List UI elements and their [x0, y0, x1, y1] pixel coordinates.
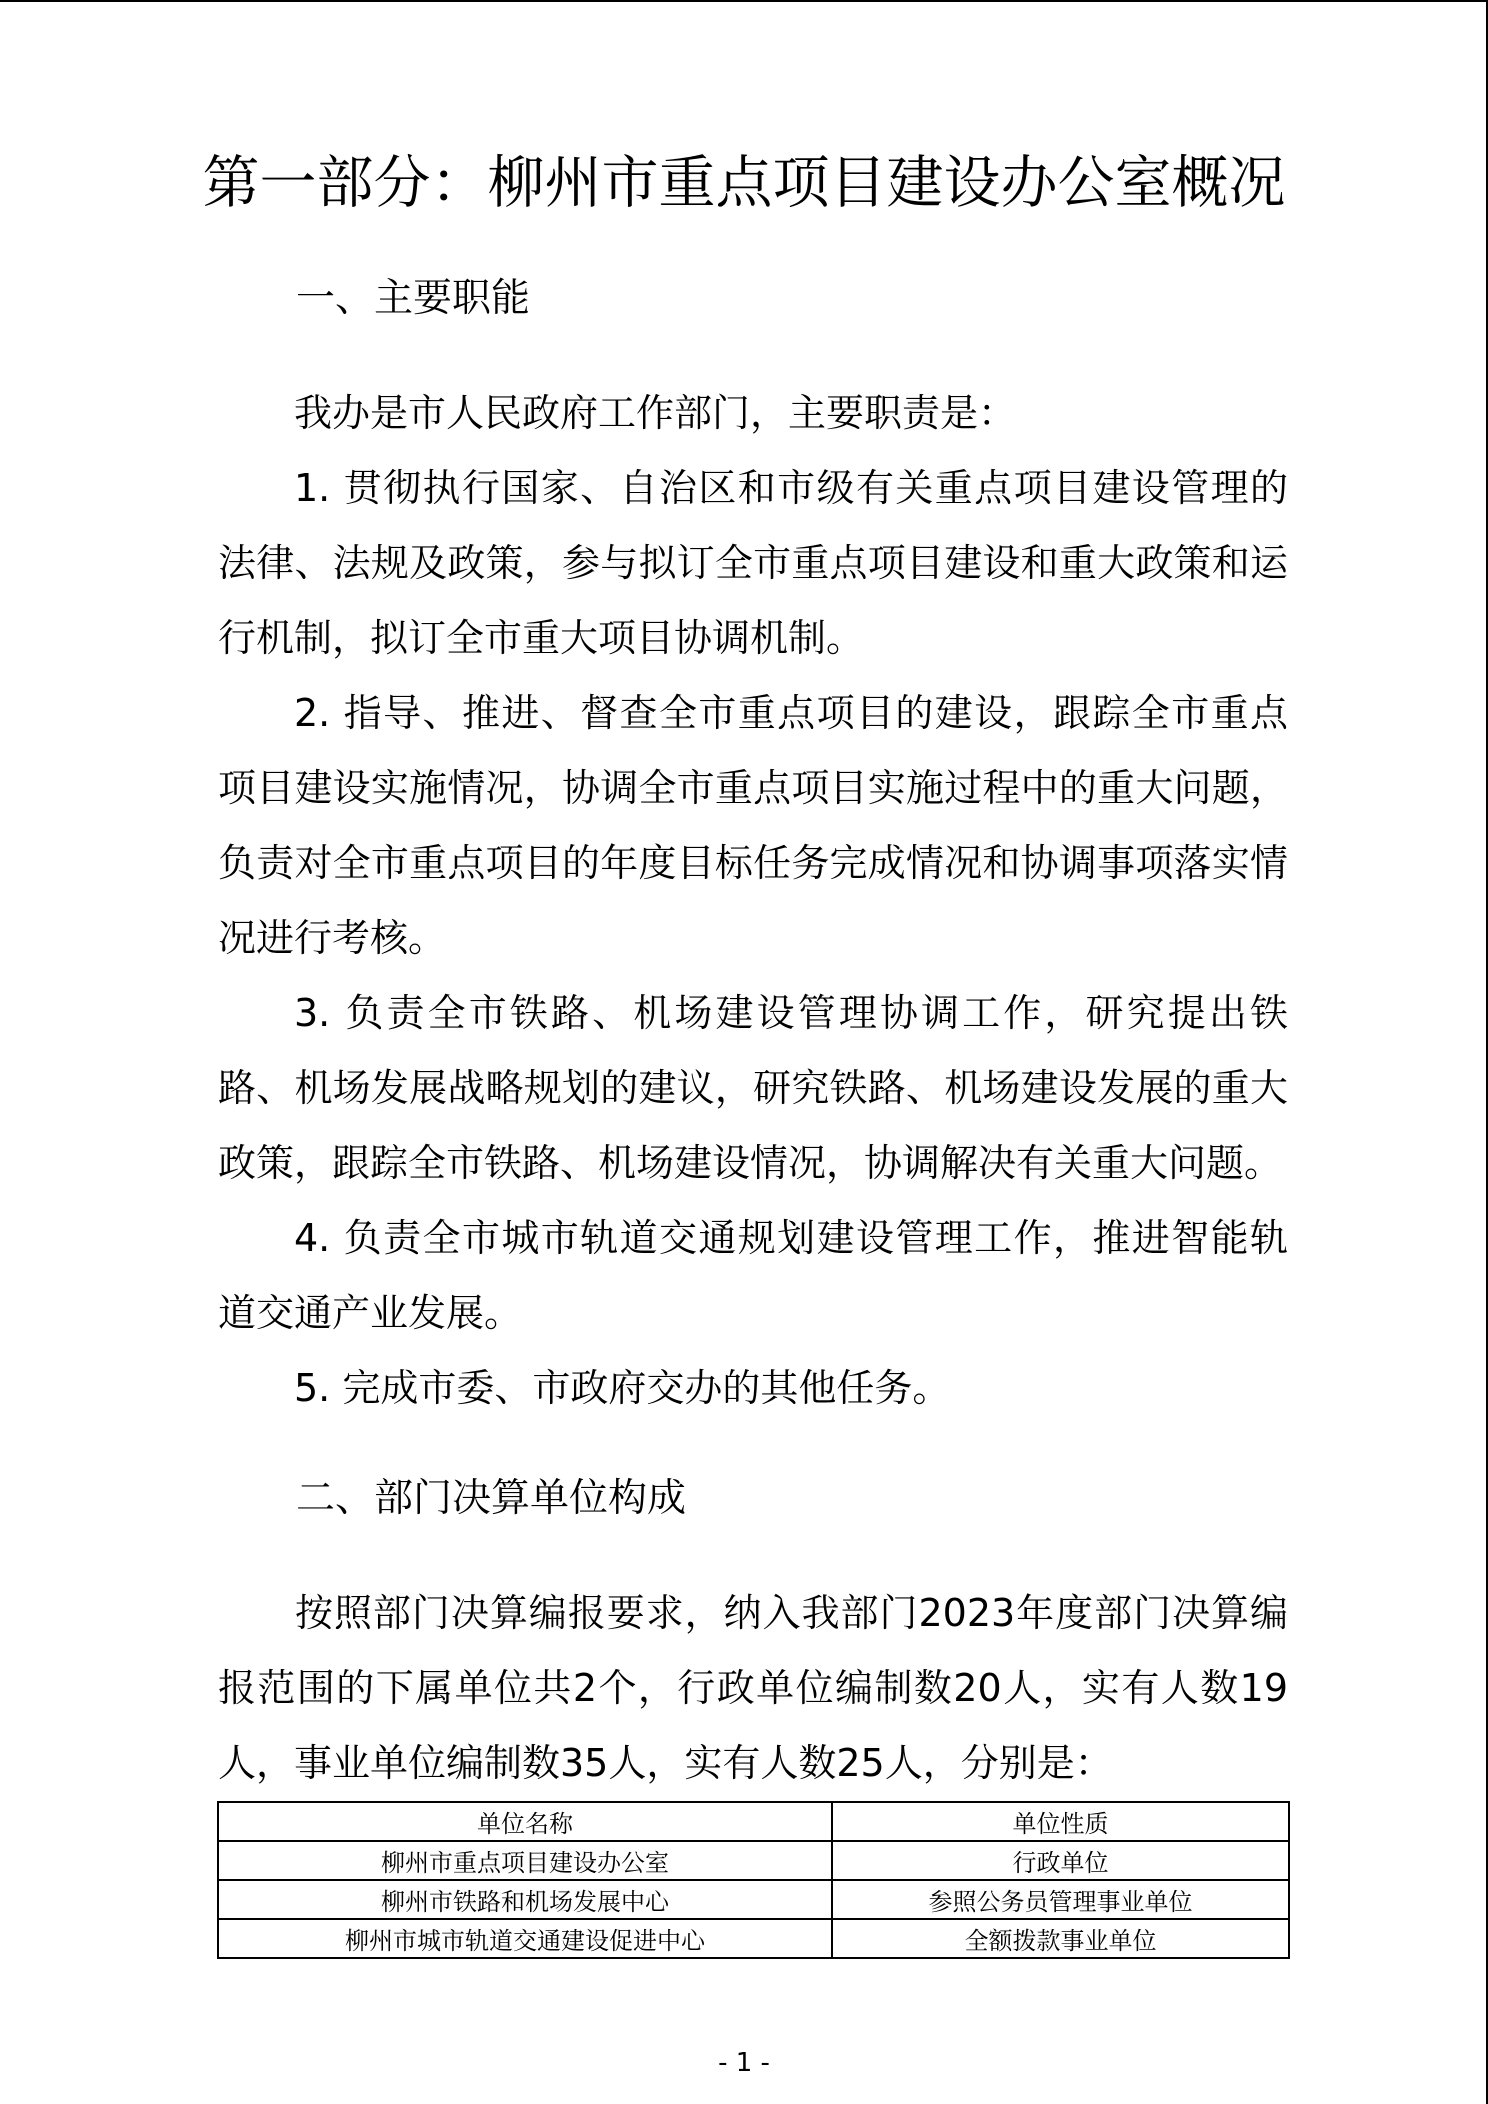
table-row: [218, 1841, 1289, 1880]
table-cell: 全额拨款事业单位: [832, 1919, 1289, 1958]
duty-item-4: 4. 负责全市城市轨道交通规划建设管理工作，推进智能轨道交通产业发展。: [218, 1216, 1288, 1335]
duty-item-3: 3. 负责全市铁路、机场建设管理协调工作，研究提出铁路、机场发展战略规划的建议，研究铁路、机场建设发展的重大政策，跟踪全市铁路、机场建设情况，协调解决有关重大问题。: [218, 991, 1288, 1185]
section-heading-functions: 一、主要职能: [296, 276, 531, 321]
page-number: - 1 -: [718, 2048, 770, 2078]
table-header-cell: 单位名称: [218, 1802, 832, 1841]
table-cell: 柳州市重点项目建设办公室: [218, 1841, 832, 1880]
table-row: [218, 1880, 1289, 1919]
duty-item-1: 1. 贯彻执行国家、自治区和市级有关重点项目建设管理的法律、法规及政策，参与拟订全市重点项目建设和重大政策和运行机制，拟订全市重大项目协调机制。: [218, 466, 1288, 660]
units-paragraph: 按照部门决算编报要求，纳入我部门2023年度部门决算编报范围的下属单位共2个，行政单位编制数20人，实有人数19人，事业单位编制数35人，实有人数25人，分别是：: [218, 1591, 1288, 1785]
table-cell: 柳州市铁路和机场发展中心: [218, 1880, 832, 1919]
duty-item-5: 5. 完成市委、市政府交办的其他任务。: [294, 1366, 951, 1410]
table-header-cell: 单位性质: [832, 1802, 1289, 1841]
table-row: [218, 1919, 1289, 1958]
section-heading-units: 二、部门决算单位构成: [296, 1476, 687, 1521]
page-title: 第一部分：柳州市重点项目建设办公室概况: [202, 150, 1286, 216]
units-table: [217, 1801, 1290, 1959]
table-cell: 柳州市城市轨道交通建设促进中心: [218, 1919, 832, 1958]
table-header-row: [218, 1802, 1289, 1841]
table-cell: 参照公务员管理事业单位: [832, 1880, 1289, 1919]
intro-paragraph: 我办是市人民政府工作部门，主要职责是：: [294, 391, 1017, 435]
table-cell: 行政单位: [832, 1841, 1289, 1880]
duty-item-2: 2. 指导、推进、督查全市重点项目的建设，跟踪全市重点项目建设实施情况，协调全市重点项目实施过程中的重大问题，负责对全市重点项目的年度目标任务完成情况和协调事项落实情况进行考核。: [218, 691, 1288, 960]
